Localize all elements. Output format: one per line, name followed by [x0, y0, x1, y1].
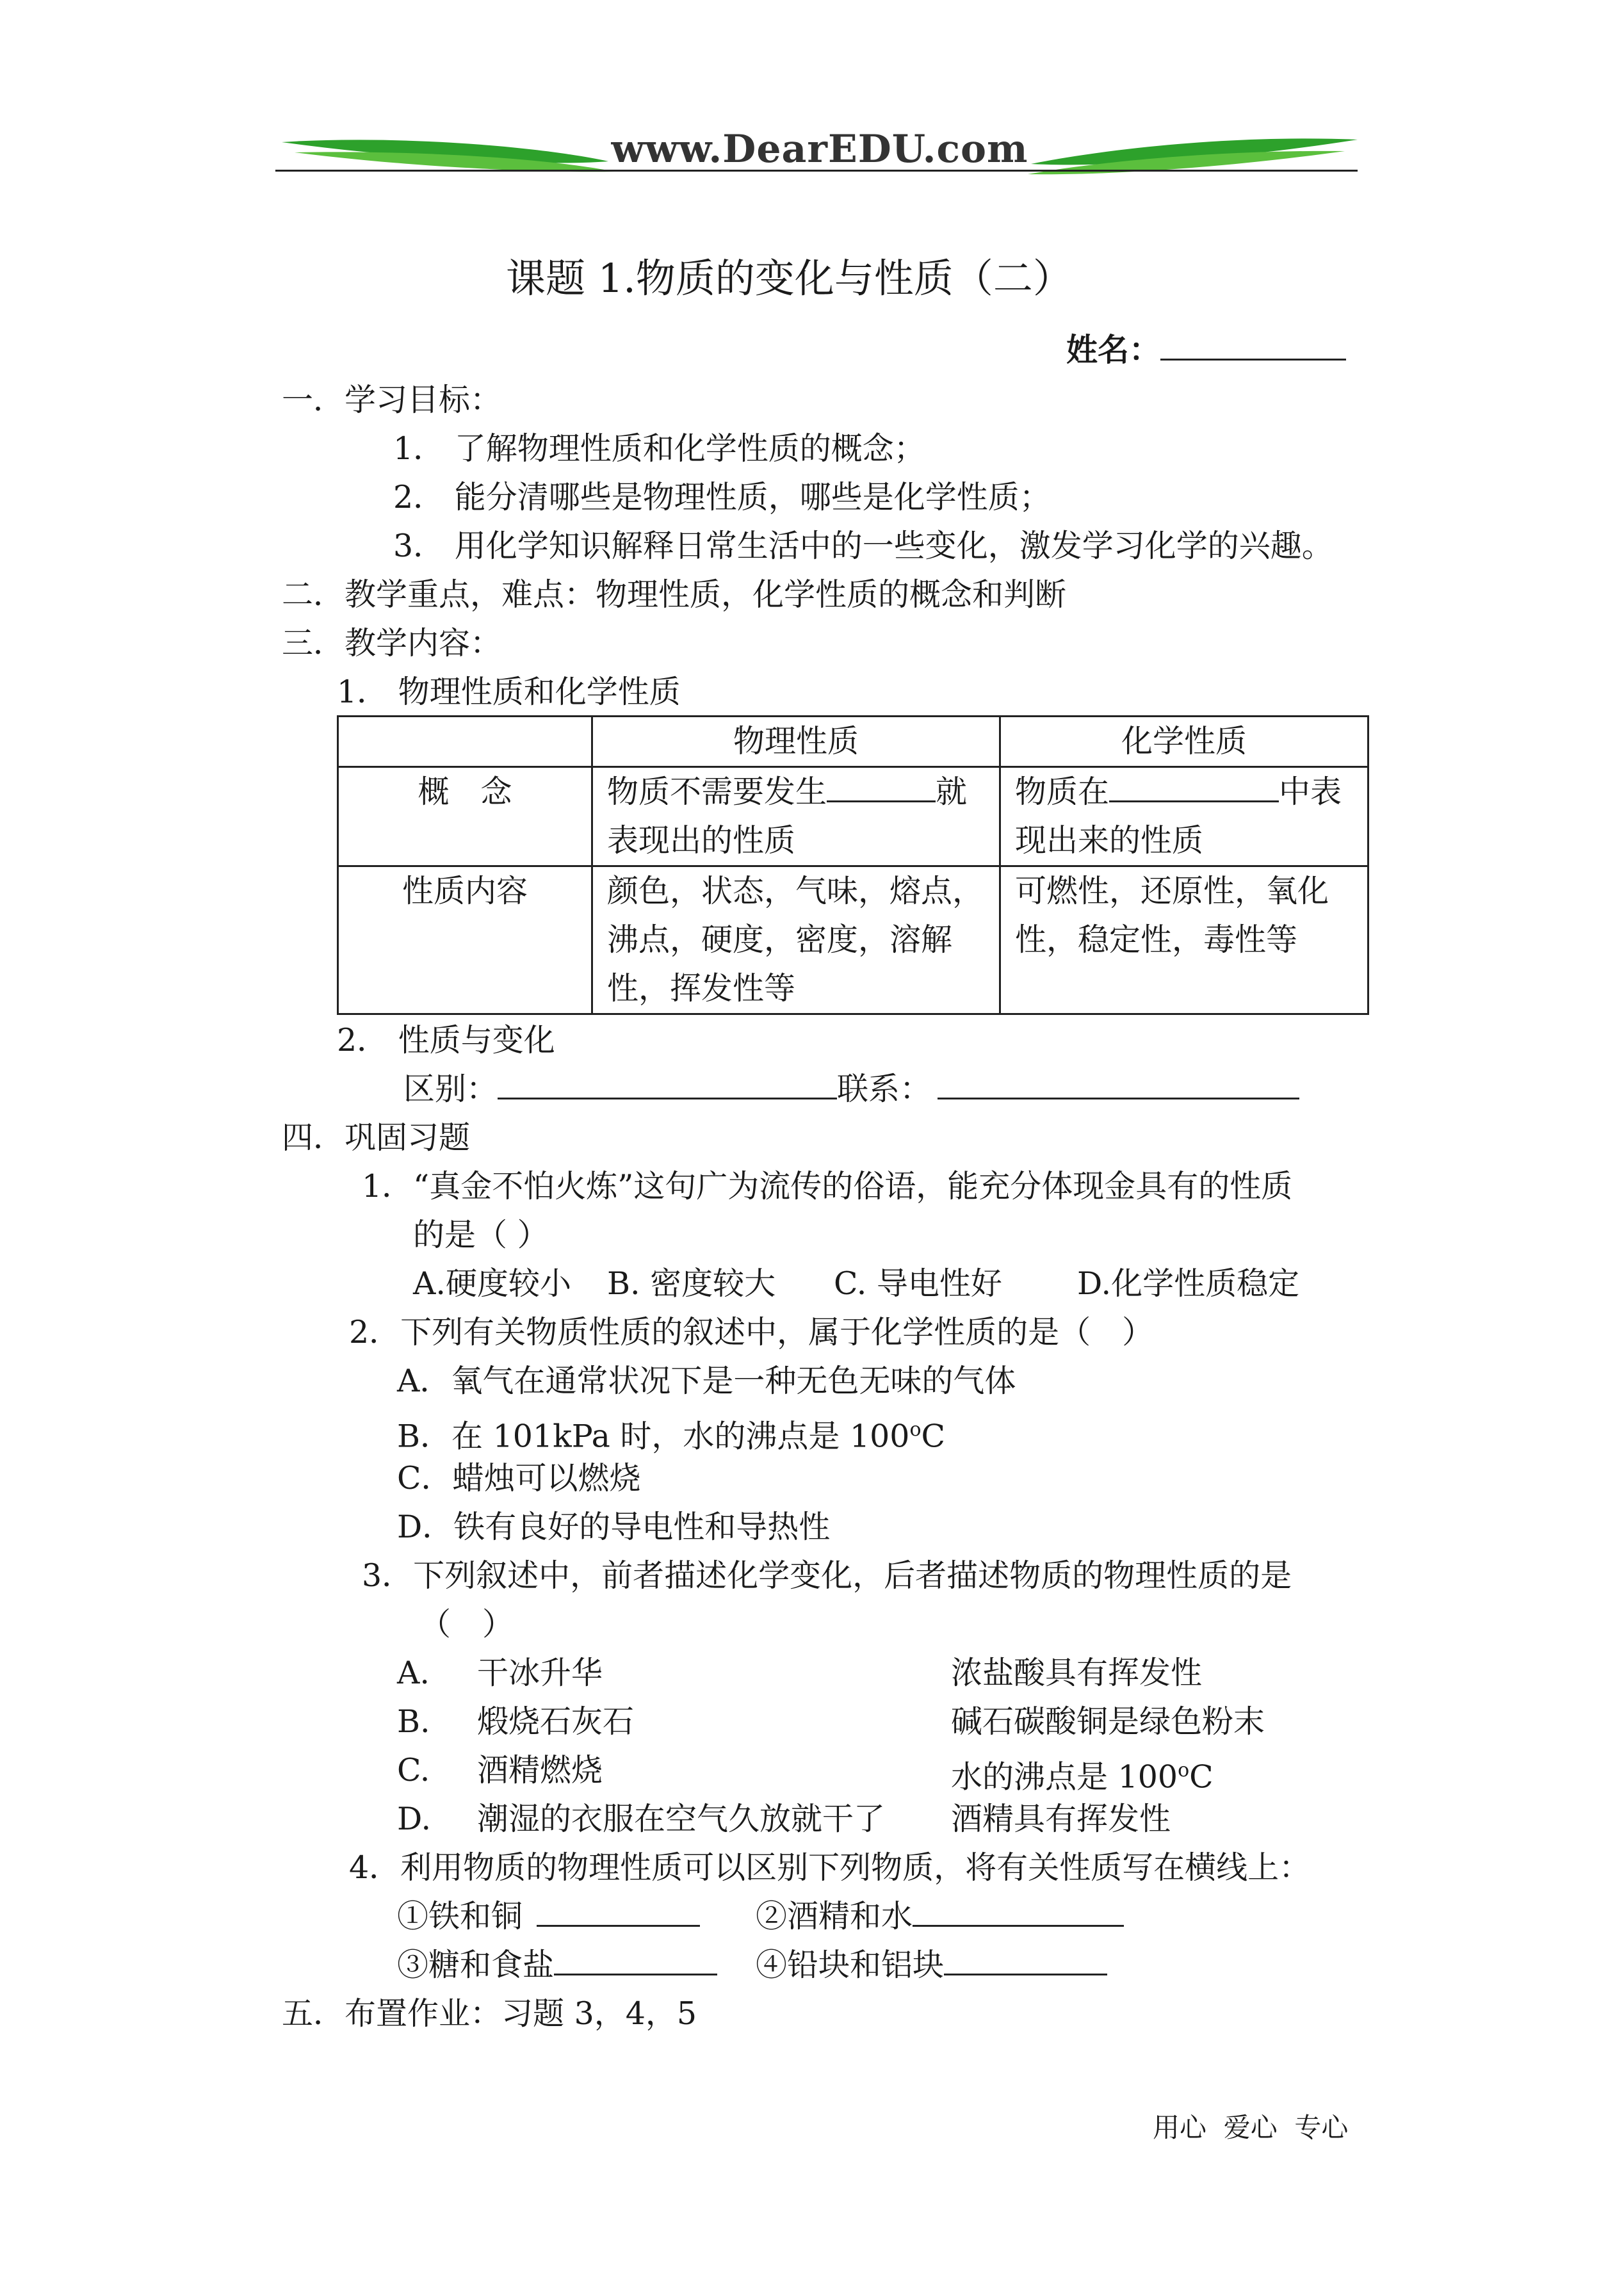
content-chemical-cell	[1000, 866, 1368, 1014]
q3-option-right: 酒精具有挥发性	[951, 1801, 1171, 1837]
name-field	[1066, 325, 1346, 374]
section1-heading: 一．学习目标：	[282, 382, 502, 418]
q1-option: B. 密度较大	[607, 1265, 776, 1302]
objective-item: 2． 能分清哪些是物理性质，哪些是化学性质；	[393, 479, 1051, 515]
page-footer: 用心 爱心 专心	[1153, 2112, 1349, 2143]
row-label-content: 性质内容	[338, 866, 592, 1014]
degree-unit: C	[1189, 1758, 1214, 1796]
q3-option-right	[951, 1746, 1214, 1801]
concept-chemical-blank[interactable]	[1109, 770, 1279, 802]
q4-blank[interactable]	[537, 1894, 700, 1927]
q3-option-letter: C.	[397, 1752, 430, 1788]
table-corner-cell	[338, 717, 592, 767]
q3-option-left: 干冰升华	[477, 1655, 603, 1691]
section3-sub2: 2． 性质与变化	[337, 1022, 555, 1058]
content-physical-line: 性，挥发性等	[607, 970, 796, 1007]
q4-blank[interactable]	[913, 1894, 1124, 1927]
q3-option-letter: A.	[397, 1655, 430, 1691]
table-row	[338, 866, 1368, 1014]
link-label: 联系：	[837, 1071, 932, 1107]
concept-physical-blank[interactable]	[827, 770, 936, 802]
concept-physical-cell	[592, 767, 1000, 866]
section2-heading: 二．教学重点，难点：物理性质，化学性质的概念和判断	[282, 576, 1067, 613]
q4-item-label: ③糖和食盐	[397, 1947, 555, 1983]
degree-sup: o	[1178, 1759, 1190, 1781]
difference-label: 区别：	[403, 1071, 498, 1107]
q2-option: A．氧气在通常状况下是一种无色无味的气体	[397, 1363, 1016, 1399]
difference-link-row	[403, 1065, 1299, 1114]
concept-physical-text: 物质不需要发生	[607, 774, 827, 810]
q3-option-right: 碱石碳酸铜是绿色粉末	[951, 1703, 1265, 1740]
q4-item-label: ①铁和铜	[397, 1898, 523, 1934]
objective-item: 1． 了解物理性质和化学性质的概念；	[393, 430, 925, 467]
content-physical-line: 颜色，状态，气味，熔点，	[607, 873, 984, 909]
degree-unit: C	[921, 1418, 946, 1455]
content-physical-line: 沸点，硬度，密度，溶解	[607, 921, 953, 958]
q4-item	[756, 1892, 1124, 1941]
content-physical-cell	[592, 866, 1000, 1014]
objective-item: 3． 用化学知识解释日常生活中的一些变化，激发学习化学的兴趣。	[393, 528, 1333, 564]
header-logo	[275, 122, 1364, 192]
concept-chemical-cell	[1000, 767, 1368, 866]
row-label-concept: 概 念	[338, 767, 592, 866]
q1-option: A.硬度较小	[413, 1265, 571, 1302]
content-chemical-line: 性，稳定性，毒性等	[1015, 921, 1298, 958]
q1-line1: 1．“真金不怕火炼”这句广为流传的俗语，能充分体现金具有的性质	[362, 1168, 1293, 1204]
table-row	[338, 767, 1368, 866]
difference-blank[interactable]	[498, 1067, 837, 1099]
concept-chemical-line1	[1015, 768, 1353, 816]
content-chemical-line: 可燃性，还原性，氧化	[1015, 873, 1329, 909]
table-header-physical: 物理性质	[592, 717, 1000, 767]
q3-option-left: 酒精燃烧	[477, 1752, 603, 1788]
q1-option: C. 导电性好	[834, 1265, 1002, 1302]
q3-option-c-right-text: 水的沸点是 100	[951, 1758, 1178, 1796]
q3-option-left: 潮湿的衣服在空气久放就干了	[477, 1801, 886, 1837]
properties-table	[337, 715, 1369, 1015]
q2-option: C．蜡烛可以燃烧	[397, 1460, 641, 1496]
section5-heading: 五．布置作业：习题 3，4，5	[282, 1995, 697, 2032]
q2-option: D．铁有良好的导电性和导热性	[397, 1509, 831, 1545]
concept-physical-text-end: 就	[936, 774, 968, 810]
q2-stem: 2．下列有关物质性质的叙述中，属于化学性质的是（ ）	[349, 1314, 1154, 1350]
link-blank[interactable]	[938, 1067, 1299, 1099]
concept-chemical-line2: 现出来的性质	[1015, 822, 1204, 859]
q3-option-letter: D.	[397, 1801, 432, 1837]
concept-chemical-text: 物质在	[1015, 774, 1110, 810]
header-divider	[275, 170, 1358, 172]
q4-item	[397, 1892, 700, 1941]
q4-stem: 4．利用物质的物理性质可以区别下列物质，将有关性质写在横线上：	[349, 1849, 1311, 1886]
q4-item	[756, 1941, 1107, 1990]
q3-line2: （ ）	[419, 1606, 514, 1642]
logo-text: www.DearEDU.com	[611, 127, 1028, 172]
q4-blank[interactable]	[944, 1943, 1107, 1975]
q4-item	[397, 1941, 717, 1990]
table-row	[338, 717, 1368, 767]
name-blank[interactable]	[1160, 328, 1346, 361]
q4-blank[interactable]	[554, 1943, 717, 1975]
section3-sub1: 1． 物理性质和化学性质	[337, 674, 681, 710]
q1-line2: 的是（ ）	[413, 1217, 549, 1253]
concept-chemical-text-end: 中表	[1279, 774, 1342, 810]
table-header-chemical: 化学性质	[1000, 717, 1368, 767]
q3-option-letter: B.	[397, 1703, 430, 1740]
q2-option-b-text: B．在 101kPa 时，水的沸点是 100	[397, 1418, 910, 1455]
q3-option-left: 煅烧石灰石	[477, 1703, 635, 1740]
section4-heading: 四．巩固习题	[282, 1119, 471, 1156]
concept-physical-line1	[607, 768, 985, 816]
name-label: 姓名：	[1066, 331, 1161, 368]
concept-physical-line2: 表现出的性质	[607, 822, 796, 859]
q4-item-label: ②酒精和水	[756, 1898, 913, 1934]
q3-line1: 3．下列叙述中，前者描述化学变化，后者描述物质的物理性质的是	[362, 1557, 1292, 1594]
page-title: 课题 1.物质的变化与性质（二）	[506, 255, 1073, 302]
q3-option-right: 浓盐酸具有挥发性	[951, 1655, 1203, 1691]
section3-heading: 三．教学内容：	[282, 625, 502, 661]
q2-option	[397, 1406, 945, 1461]
q4-item-label: ④铅块和铝块	[756, 1947, 945, 1983]
q1-option: D.化学性质稳定	[1077, 1265, 1300, 1302]
degree-sup: o	[909, 1418, 922, 1441]
